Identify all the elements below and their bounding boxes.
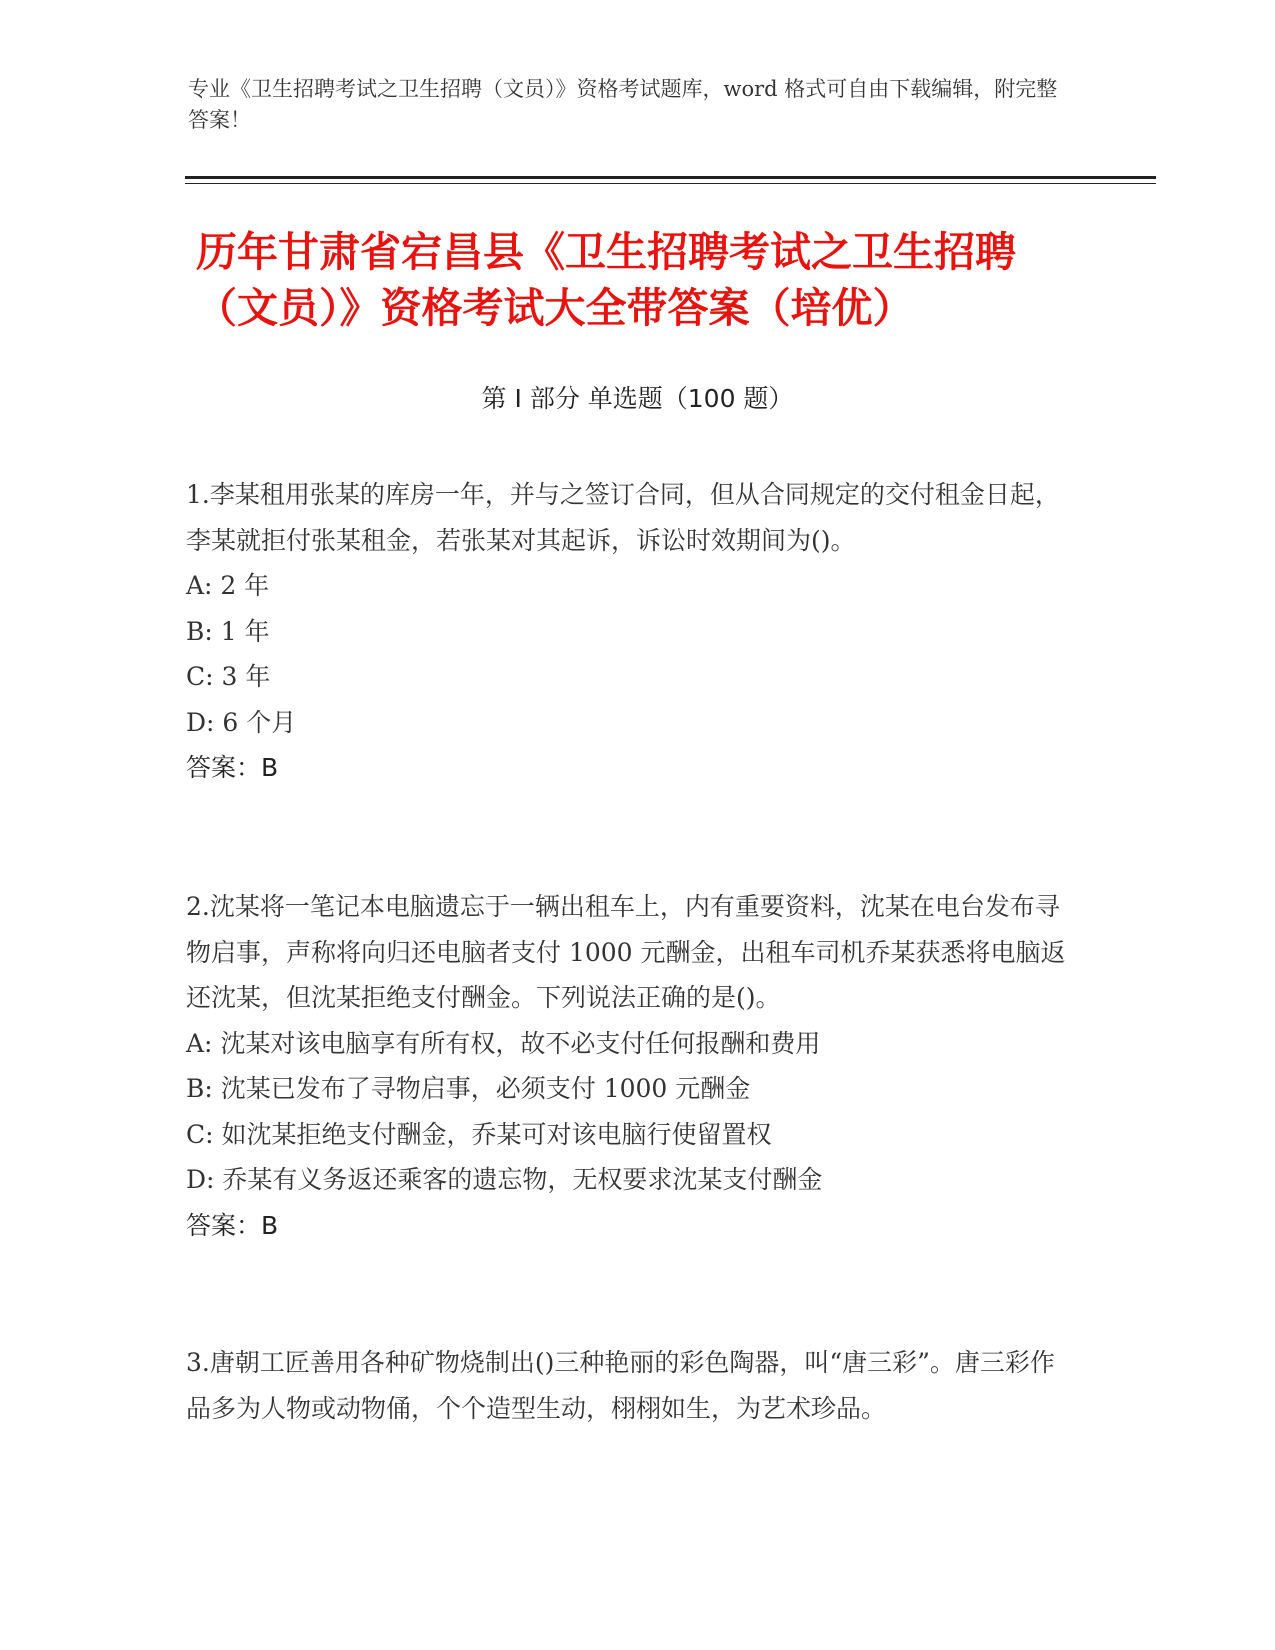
document-title: 历年甘肃省宕昌县《卫生招聘考试之卫生招聘（文员）》资格考试大全带答案（培优）	[196, 228, 1016, 332]
question-1-option-b: B: 1 年	[186, 616, 270, 646]
question-3-text: 3.唐朝工匠善用各种矿物烧制出()三种艳丽的彩色陶器，叫“唐三彩”。唐三彩作品多为人物或动物俑，个个造型生动，栩栩如生，为艺术珍品。	[186, 1348, 1055, 1423]
question-2	[186, 884, 1066, 1248]
question-1-answer: 答案：B	[186, 753, 279, 782]
header-note: 专业《卫生招聘考试之卫生招聘（文员）》资格考试题库，word 格式可自由下载编辑，附完整答案！	[188, 77, 1058, 132]
question-1-text: 1.李某租用张某的库房一年，并与之签订合同，但从合同规定的交付租金日起，李某就拒付张某租金，若张某对其起诉，诉讼时效期间为()。	[186, 480, 1060, 555]
question-2-option-a: A: 沈某对该电脑享有所有权，故不必支付任何报酬和费用	[186, 1028, 821, 1058]
question-1-option-d: D: 6 个月	[186, 707, 297, 737]
question-1-option-c: C: 3 年	[186, 662, 271, 691]
question-2-answer: 答案：B	[186, 1210, 279, 1240]
question-1-option-a: A: 2 年	[186, 571, 270, 600]
question-1	[186, 472, 1066, 791]
question-3	[186, 1340, 1066, 1431]
question-2-option-b: B: 沈某已发布了寻物启事，必须支付 1000 元酬金	[186, 1074, 751, 1103]
question-2-option-c: C: 如沈某拒绝支付酬金，乔某可对该电脑行使留置权	[186, 1119, 772, 1149]
header-divider-thick	[185, 176, 1156, 179]
section-heading: 第 I 部分 单选题（100 题）	[481, 384, 794, 413]
question-2-text: 2.沈某将一笔记本电脑遗忘于一辆出租车上，内有重要资料，沈某在电台发布寻物启事，声称将向归还电脑者支付 1000 元酬金，出租车司机乔某获悉将电脑返还沈某，但沈某拒绝支付酬金。下列说法正确的是()。	[186, 892, 1066, 1012]
header-divider-thin	[185, 183, 1156, 184]
question-2-option-d: D: 乔某有义务返还乘客的遗忘物，无权要求沈某支付酬金	[186, 1165, 823, 1194]
